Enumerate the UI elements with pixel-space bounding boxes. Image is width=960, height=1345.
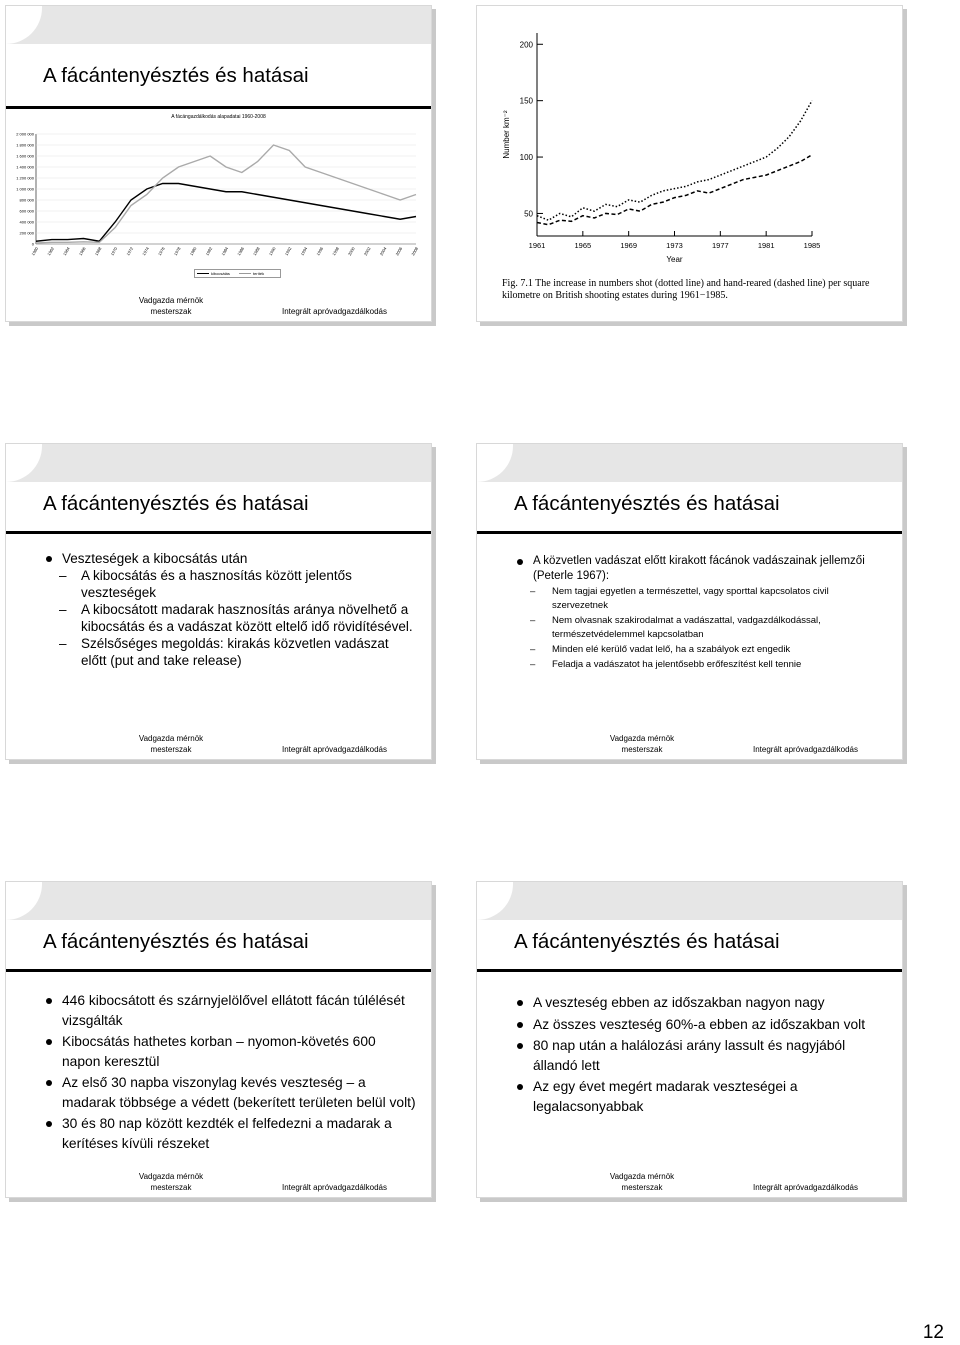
y-tick-label: 1 000 000 (16, 186, 34, 192)
y-tick-label: 1 800 000 (16, 142, 34, 148)
bullet-item: Veszteségek a kibocsátás után (36, 550, 416, 567)
line-chart (6, 124, 432, 284)
bullet-item: Az első 30 napba viszonylag kevés veszteség – a madarak többsége a védett (bekerített területen belül volt) (36, 1073, 416, 1112)
sub-bullet-item: – Feladja a vadászatot ha jelentősebb erőfeszítést kell tennie (507, 658, 887, 672)
y-tick-label: 400 000 (19, 219, 34, 225)
footer-left: Vadgazda mérnök mesterszak (138, 296, 204, 316)
slide-title: A fácántenyésztés és hatásai (514, 492, 780, 515)
footer-left: Vadgazda mérnök mesterszak (138, 734, 204, 754)
title-band (477, 882, 902, 920)
y-tick-label: 200 000 (19, 230, 34, 236)
x-tick-label: 2006 (394, 246, 404, 257)
chart-title: A fácángazdálkodás alapadatai 1960-2008 (171, 114, 266, 120)
sub-bullet-item: – Nem olvasnak szakirodalmat a vadászattal, vadgazdálkodással, természetvédelemmel kapcsolatban (507, 614, 887, 642)
x-tick-label: 1990 (267, 246, 277, 257)
footer-left: Vadgazda mérnök mesterszak (609, 734, 675, 754)
x-tick-label: 1985 (803, 241, 821, 250)
bullet-item: Az egy évet megért madarak veszteségei a legalacsonyabbak (507, 1077, 887, 1116)
footer-left: Vadgazda mérnök mesterszak (609, 1172, 675, 1192)
figure-caption: Fig. 7.1 The increase in numbers shot (dotted line) and hand-reared (dashed line) per square kilometre on British shooting estates during 1961−1985. (502, 278, 870, 301)
sub-bullet-item: – Minden elé kerülő vadat lelő, ha a szabályok ezt engedik (507, 643, 887, 657)
slide-4 (476, 443, 903, 760)
title-band (6, 6, 431, 44)
footer-right: Integrált apróvadgazdálkodás (753, 1183, 858, 1192)
bullet-list (36, 550, 416, 669)
y-tick-label: 50 (524, 209, 533, 219)
x-tick-label: 1982 (204, 246, 214, 257)
x-tick-label: 1974 (141, 246, 150, 257)
x-tick-label: 1960 (30, 246, 40, 257)
title-band (477, 444, 902, 482)
x-tick-label: 1969 (620, 241, 638, 250)
series-line-1 (36, 184, 416, 242)
chart-legend (194, 269, 281, 278)
bullet-list (507, 554, 887, 672)
x-tick-label: 1961 (528, 241, 546, 250)
x-tick-label: 2000 (346, 246, 356, 257)
slide-2 (476, 5, 903, 322)
slide-6 (476, 881, 903, 1198)
x-tick-label: 1988 (251, 246, 261, 257)
x-tick-label: 1986 (236, 246, 245, 257)
bullet-item: Kibocsátás hathetes korban – nyomon-követés 600 napon keresztül (36, 1032, 416, 1071)
y-tick-label: 100 (519, 153, 533, 163)
x-tick-label: 2004 (378, 246, 388, 257)
title-rule (6, 531, 431, 534)
sub-bullet-item: – Szélsőséges megoldás: kirakás közvetlen vadászat előtt (put and take release) (36, 635, 416, 669)
slide-1 (5, 5, 432, 322)
legend-series-2: teríték (253, 271, 265, 276)
footer-right: Integrált apróvadgazdálkodás (753, 745, 858, 754)
x-tick-label: 1977 (711, 241, 729, 250)
sub-bullet-item: – A kibocsátás és a hasznosítás között jelentős veszteségek (36, 567, 416, 601)
bullet-item: 30 és 80 nap között kezdték el felfedezni a madarak a kerítéses kívüli részeket (36, 1114, 416, 1153)
x-tick-label: 1962 (46, 246, 55, 257)
y-tick-label: 2 000 000 (16, 131, 34, 137)
series-line-2 (537, 155, 812, 225)
footer-right: Integrált apróvadgazdálkodás (282, 307, 387, 316)
title-rule (477, 531, 902, 534)
x-tick-label: 1992 (283, 246, 293, 257)
title-band (6, 882, 431, 920)
title-rule (6, 969, 431, 972)
x-tick-label: 1964 (61, 246, 71, 257)
x-tick-label: 1978 (172, 246, 182, 257)
page-number: 12 (922, 1322, 944, 1343)
title-band (6, 444, 431, 482)
y-tick-label: 1 200 000 (16, 175, 34, 181)
bullet-list (36, 991, 416, 1155)
bullet-item: A veszteség ebben az időszakban nagyon nagy (507, 993, 887, 1013)
x-tick-label: 2002 (362, 246, 372, 257)
slide-5 (5, 881, 432, 1198)
x-axis-label: Year (666, 255, 683, 264)
bullet-list (507, 993, 887, 1118)
x-tick-label: 1966 (77, 246, 87, 257)
x-tick-label: 1980 (188, 246, 198, 257)
series-line-2 (36, 145, 416, 243)
x-tick-label: 2008 (410, 246, 420, 257)
x-tick-label: 1976 (156, 246, 166, 257)
x-tick-label: 1984 (220, 246, 230, 257)
x-tick-label: 1973 (666, 241, 683, 250)
bullet-item: 446 kibocsátott és szárnyjelölővel ellátott fácán túlélését vizsgálták (36, 991, 416, 1030)
slide-title: A fácántenyésztés és hatásai (514, 930, 780, 953)
x-tick-label: 1994 (299, 246, 309, 257)
footer-left: Vadgazda mérnök mesterszak (138, 1172, 204, 1192)
footer-right: Integrált apróvadgazdálkodás (282, 1183, 387, 1192)
title-rule (6, 106, 431, 109)
sub-bullet-item: – A kibocsátott madarak hasznosítás aránya növelhető a kibocsátás és a vadászat között eltelő idő rövidítésével. (36, 601, 416, 635)
y-tick-label: 1 600 000 (16, 153, 34, 159)
series-line-1 (537, 101, 812, 221)
x-tick-label: 1972 (125, 246, 135, 257)
y-axis-label: Number km⁻² (502, 110, 511, 159)
sub-bullet-item: – Nem tagjai egyetlen a természettel, vagy sporttal kapcsolatos civil szervezetnek (507, 585, 887, 613)
x-tick-label: 1970 (109, 246, 119, 257)
y-tick-label: 1 400 000 (16, 164, 34, 170)
slide-title: A fácántenyésztés és hatásai (43, 930, 309, 953)
x-tick-label: 1996 (315, 246, 325, 257)
footer-right: Integrált apróvadgazdálkodás (282, 745, 387, 754)
bullet-item: 80 nap után a halálozási arány lassult és nagyjából állandó lett (507, 1036, 887, 1075)
legend-series-1: kibocsátás (211, 271, 230, 276)
x-tick-label: 1968 (93, 246, 103, 257)
title-rule (477, 969, 902, 972)
x-tick-label: 1965 (574, 241, 592, 250)
slide-title: A fácántenyésztés és hatásai (43, 492, 309, 515)
slide-title: A fácántenyésztés és hatásai (43, 64, 309, 87)
x-tick-label: 1998 (331, 246, 340, 257)
slide-3 (5, 443, 432, 760)
y-tick-label: 600 000 (19, 208, 34, 214)
line-chart-scan (477, 6, 903, 276)
y-tick-label: 150 (519, 96, 533, 106)
bullet-item: A közvetlen vadászat előtt kirakott fácánok vadászainak jellemzői (Peterle 1967): (507, 554, 887, 584)
y-tick-label: 0 (31, 241, 34, 247)
y-tick-label: 200 (519, 40, 533, 50)
x-tick-label: 1981 (757, 241, 775, 250)
y-tick-label: 800 000 (19, 197, 34, 203)
bullet-item: Az összes veszteség 60%-a ebben az időszakban volt (507, 1015, 887, 1035)
